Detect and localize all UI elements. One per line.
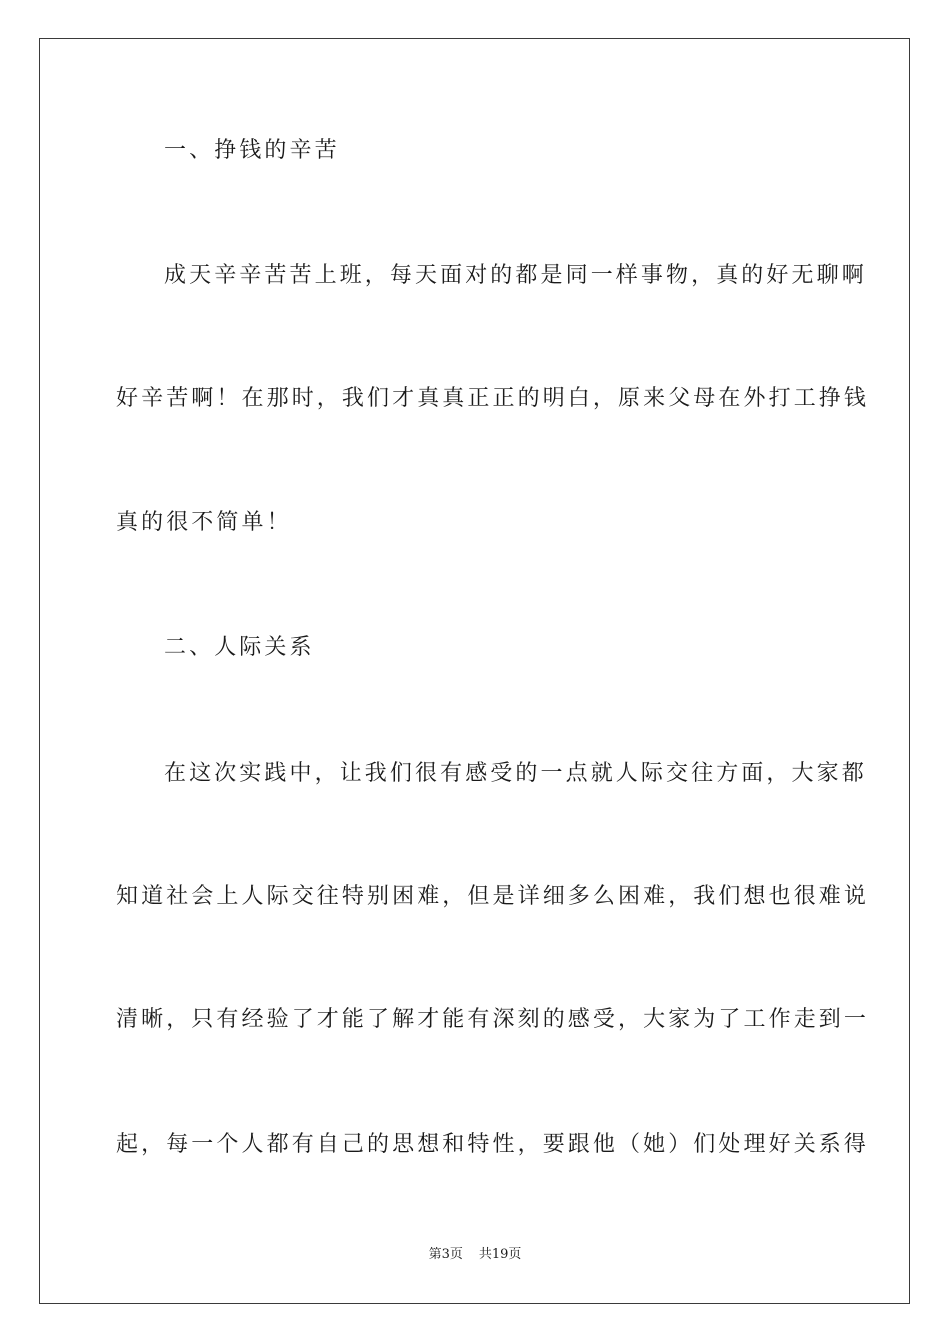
paragraph-line: 知道社会上人际交往特别困难，但是详细多么困难，我们想也很难说 <box>116 884 870 909</box>
section-heading-relations: 二、人际关系 <box>164 635 315 660</box>
page-total: 共19页 <box>478 1247 522 1262</box>
paragraph-line: 真的很不简单！ <box>116 510 292 535</box>
page-footer <box>0 1246 950 1264</box>
page-number: 第3页 <box>428 1247 463 1262</box>
paragraph-line: 成天辛辛苦苦上班，每天面对的都是同一样事物，真的好无聊啊 <box>164 263 867 288</box>
paragraph-line: 好辛苦啊！在那时，我们才真真正正的明白，原来父母在外打工挣钱 <box>116 386 870 411</box>
section-heading-earning: 一、挣钱的辛苦 <box>164 138 340 163</box>
paragraph-line: 清晰，只有经验了才能了解才能有深刻的感受，大家为了工作走到一 <box>116 1007 870 1032</box>
paragraph-line: 起，每一个人都有自己的思想和特性，要跟他（她）们处理好关系得 <box>116 1132 870 1157</box>
page-border <box>39 38 910 1304</box>
paragraph-line: 在这次实践中，让我们很有感受的一点就人际交往方面，大家都 <box>164 761 867 786</box>
